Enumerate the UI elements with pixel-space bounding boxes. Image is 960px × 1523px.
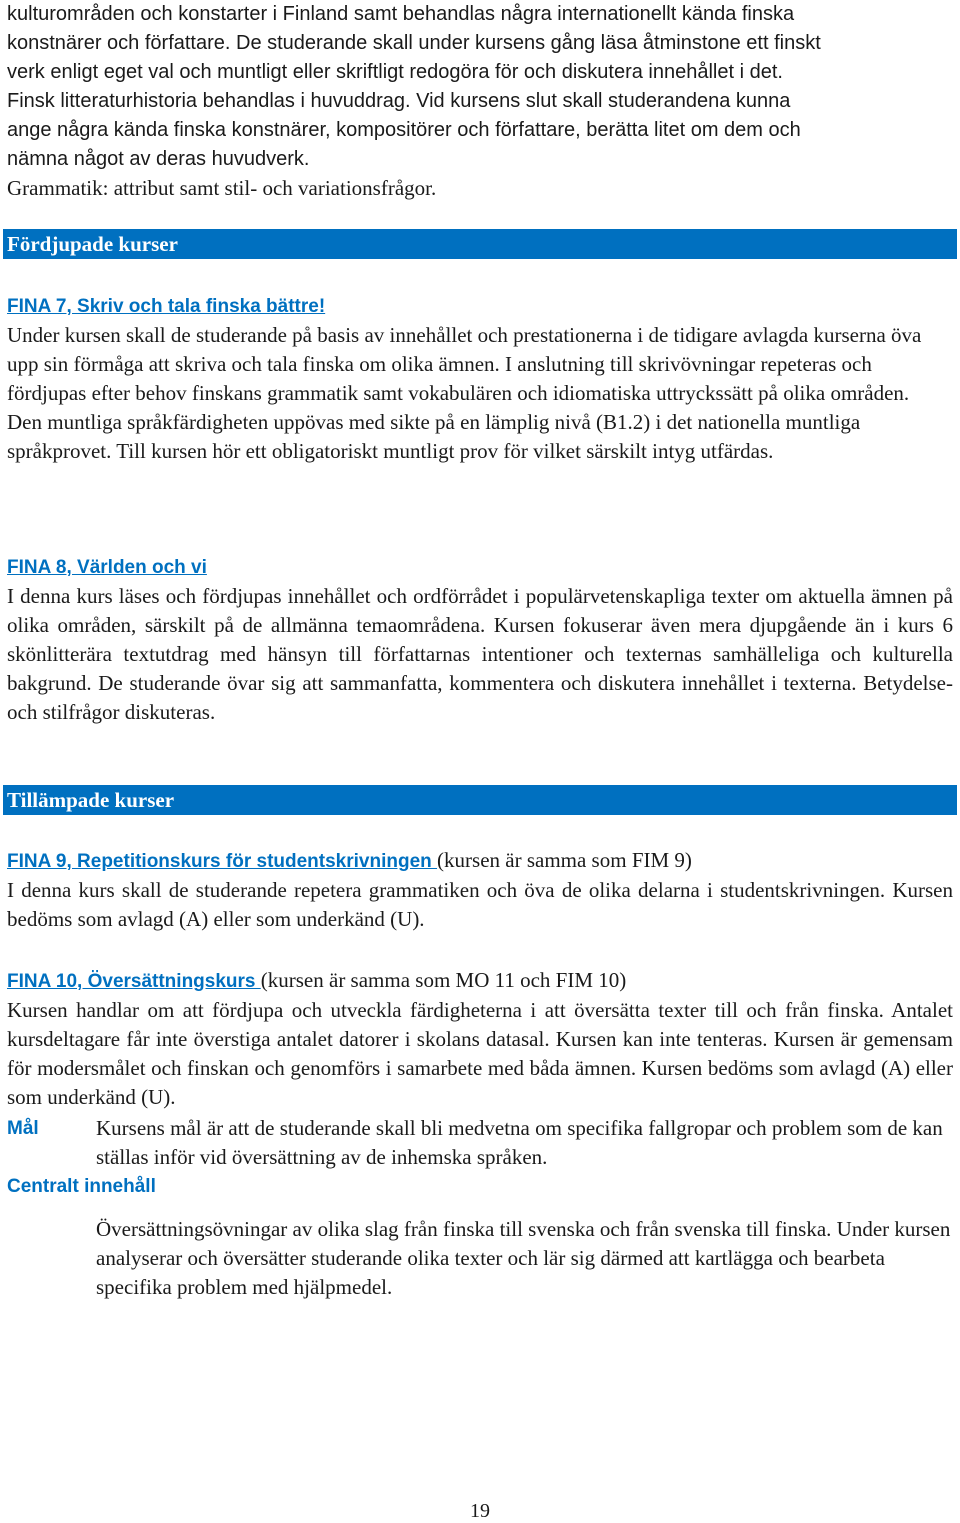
goal-text: Kursens mål är att de studerande skall bli medvetna om specifika fallgropar och problem som de kan ställas inför vid översättning av de inhemska språken. — [96, 1116, 943, 1169]
course-description: Den muntliga språkfärdigheten uppövas med sikte på en lämplig nivå (B1.2) i det nationella muntliga språkprovet. Till kursen hör ett obligatoriskt muntligt prov för vilket särskilt intyg utfärdas. — [7, 410, 861, 463]
course-description: Under kursen skall de studerande på basis av innehållet och prestationerna i de tidigare avlagda kurserna öva upp sin förmåga att skriva och tala finska om olika ämnen. I anslutning till skrivövningar repeteras och fördjupas efter behov finskans grammatik samt vokabulären och idiomatiska uttryckssätt på olika områden. — [7, 323, 922, 405]
intro-line: kulturområden och konstarter i Finland samt behandlas några internationellt kända finska — [7, 3, 795, 25]
page-number: 19 — [470, 1500, 490, 1522]
course-fina10 — [7, 966, 953, 1302]
section-heading-fordjupade: Fördjupade kurser — [3, 229, 957, 259]
course-title-fina10[interactable]: FINA 10, Översättningskurs — [7, 971, 261, 992]
intro-line: konstnärer och författare. De studerande skall under kursens gång läsa åtminstone ett finskt — [7, 32, 821, 54]
course-description: Kursen handlar om att fördjupa och utveckla färdigheterna i att översätta texter till och från finska. Antalet kursdeltagare får inte överstiga antalet datorer i skolans datasal. Kursen kan inte tenteras. Kursen är gemensam för modersmålet och finskan och genomförs i samarbete med båda ämnen. Kursen bedöms som avlagd (A) eller som underkänd (U). — [7, 998, 953, 1109]
course-title-row — [7, 846, 953, 876]
course-fina7 — [7, 292, 953, 466]
section-heading-tillampade: Tillämpade kurser — [3, 785, 957, 815]
course-title-fina9[interactable]: FINA 9, Repetitionskurs för studentskrivningen — [7, 851, 438, 872]
intro-text — [7, 0, 953, 203]
intro-line: ange några kända finska konstnärer, kompositörer och författare, berätta litet om dem och — [7, 119, 801, 141]
intro-line: Finsk litteraturhistoria behandlas i huvuddrag. Vid kursens slut skall studerandena kunna — [7, 90, 791, 112]
course-title-fina7[interactable]: FINA 7, Skriv och tala finska bättre! — [7, 296, 326, 317]
grammar-line: Grammatik: attribut samt stil- och variationsfrågor. — [7, 176, 437, 200]
course-title-row — [7, 966, 953, 996]
goal-row — [7, 1114, 953, 1172]
intro-line: verk enligt eget val och muntligt eller skriftligt redogöra för och diskutera innehållet i det. — [7, 61, 783, 83]
course-title-fina8[interactable]: FINA 8, Världen och vi — [7, 557, 207, 578]
intro-line: nämna något av deras huvudverk. — [7, 148, 310, 170]
course-note: (kursen är samma som MO 11 och FIM 10) — [260, 968, 627, 992]
course-description: I denna kurs läses och fördjupas innehållet och ordförrådet i populärvetenskapliga texter om aktuella ämnen på olika områden, särskilt på de allmänna temaområdena. Kursen fokuserar även mera djupgående än i kurs 6 skönlitterära textutdrag med hänsyn till författarnas intentioner och texternas samhälleliga och kulturella bakgrund. De studerande övar sig att sammanfatta, kommentera och diskutera innehållet i texterna. Betydelse- och stilfrågor diskuteras. — [7, 584, 953, 724]
course-note: (kursen är samma som FIM 9) — [437, 848, 692, 872]
course-fina9 — [7, 846, 953, 934]
course-fina8 — [7, 553, 953, 727]
content-text: Översättningsövningar av olika slag från finska till svenska och från svenska till finska. Under kursen analyserar och översätter studerande olika texter och lär sig därmed att kartlägga och bearbeta specifika problem med hjälpmedel. — [96, 1217, 951, 1299]
goal-label: Mål — [7, 1118, 39, 1139]
course-description: I denna kurs skall de studerande repetera grammatiken och öva de olika delarna i studentskrivningen. Kursen bedöms som avlagd (A) eller som underkänd (U). — [7, 878, 953, 931]
content-label: Centralt innehåll — [7, 1176, 156, 1197]
